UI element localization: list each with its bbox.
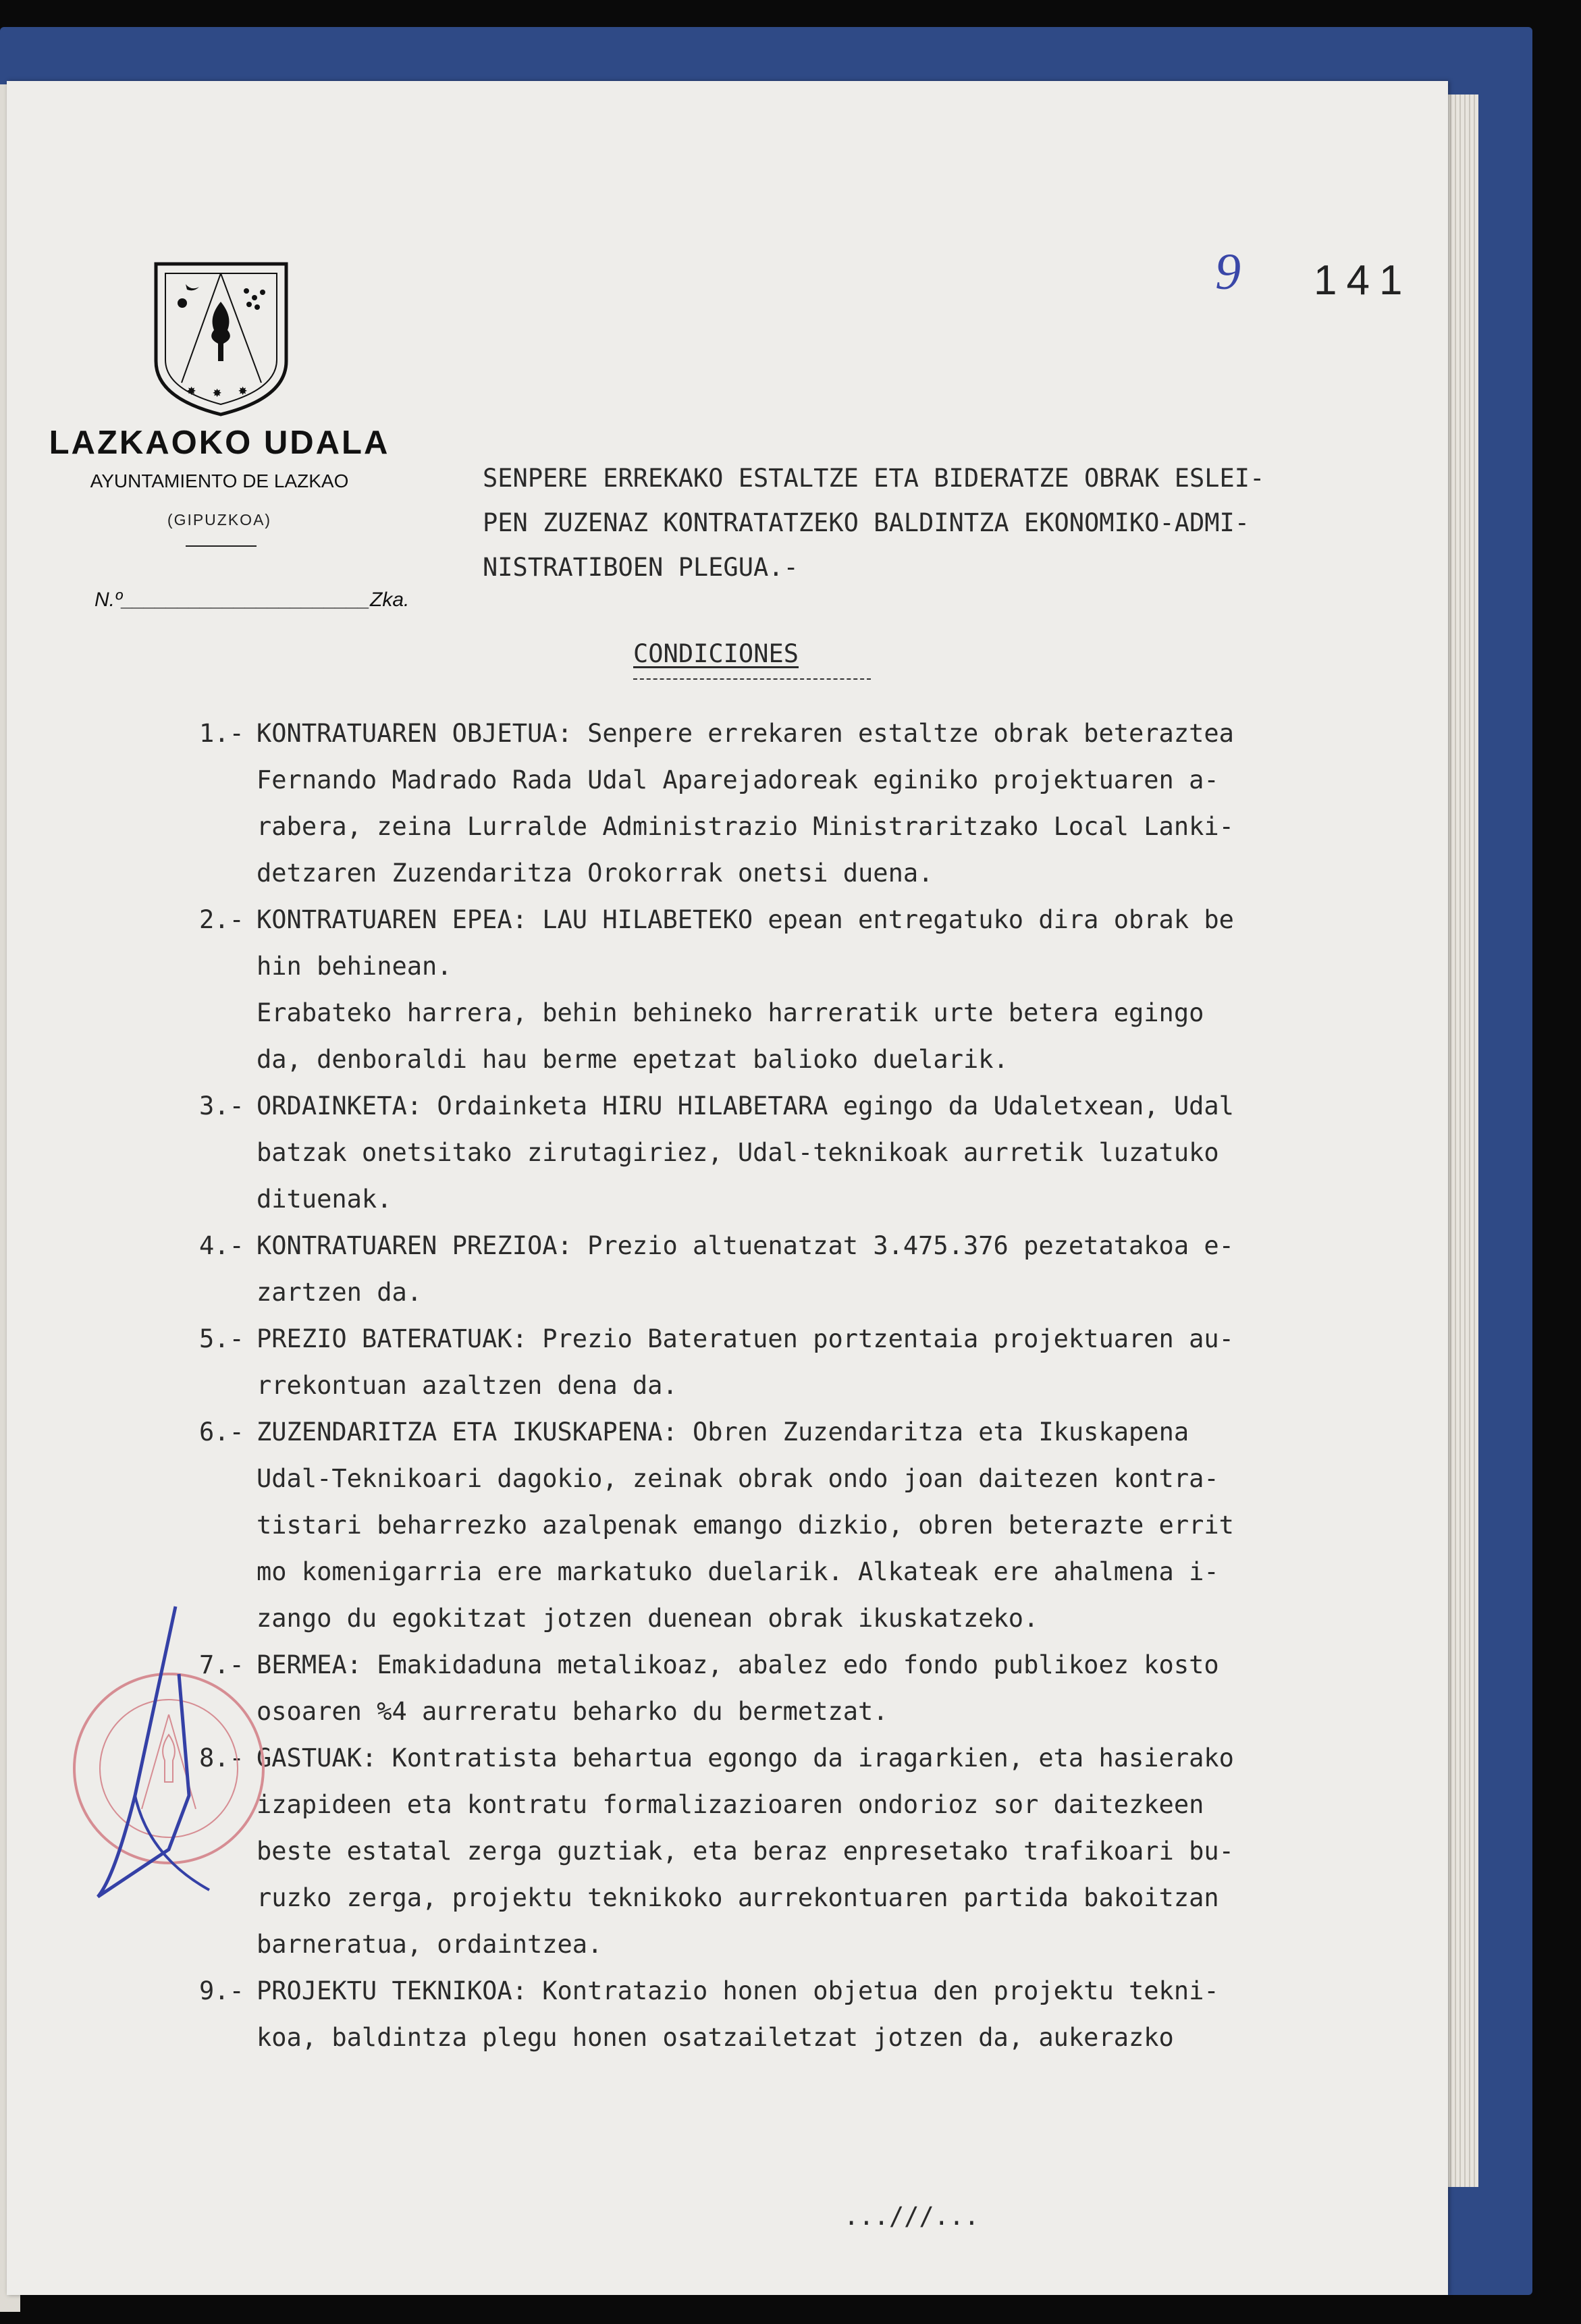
clause-line-text: Fernando Madrado Rada Udal Aparejadoreak eginiko projektuaren a- (257, 765, 1219, 794)
clause-line (257, 1455, 1448, 1502)
document-page (7, 81, 1448, 2295)
clause-line (257, 1642, 1448, 1688)
clause-line (257, 850, 1448, 896)
clause-line (257, 1874, 1448, 1921)
clause-line (257, 1548, 1448, 1595)
clause-number: 2.- (199, 905, 244, 934)
clause-line-text: rabera, zeina Lurralde Administrazio Ministraritzako Local Lanki- (257, 812, 1234, 841)
clause-text (257, 1083, 1448, 1222)
svg-text:✸: ✸ (213, 384, 222, 401)
clause-line (257, 1083, 1448, 1129)
clause-item (199, 1083, 1448, 1222)
clause-line-text: barneratua, ordaintzea. (257, 1930, 603, 1959)
clause-heading: KONTRATUAREN EPEA: (257, 905, 527, 934)
clause-number: 3.- (199, 1091, 244, 1120)
clause-line-text: Ordainketa HIRU HILABETARA egingo da Udaletxean, Udal (422, 1091, 1234, 1120)
clause-number: 7.- (199, 1650, 244, 1679)
clause-line-text: batzak onetsitako zirutagiriez, Udal-teknikoak aurretik luzatuko (257, 1138, 1219, 1167)
clause-line-text: izapideen eta kontratu formalizazioaren ondorioz sor daitezkeen (257, 1790, 1204, 1819)
clause-text (257, 1222, 1448, 1316)
clause-line-text: zartzen da. (257, 1278, 423, 1307)
municipal-seal-stamp (34, 1593, 304, 1930)
clause-line-text: zango du egokitzat jotzen duenean obrak ikuskatzeko. (257, 1604, 1039, 1633)
clause-line-text: rrekontuan azaltzen dena da. (257, 1371, 678, 1400)
clause-line-text: osoaren %4 aurreratu beharko du bermetzat. (257, 1697, 888, 1726)
clause-line-text: dituenak. (257, 1185, 392, 1214)
pencil-folio-number: 9 (1215, 244, 1241, 300)
clause-item (199, 1409, 1448, 1642)
clause-heading: ORDAINKETA: (257, 1091, 423, 1120)
clause-line (257, 1968, 1448, 2014)
clause-line (257, 1409, 1448, 1455)
clause-line (257, 1036, 1448, 1083)
clause-heading: GASTUAK: (257, 1744, 377, 1773)
clause-line (257, 1316, 1448, 1362)
clause-text (257, 710, 1448, 896)
clause-text (257, 896, 1448, 1083)
clause-line-text: Udal-Teknikoari dagokio, zeinak obrak ondo joan daitezen kontra- (257, 1464, 1219, 1493)
clause-line (257, 1222, 1448, 1269)
clause-line-text: Emakidaduna metalikoaz, abalez edo fondo publikoez kosto (361, 1650, 1219, 1679)
page-number: 141 (1314, 257, 1412, 304)
organization-subtitle: AYUNTAMIENTO DE LAZKAO (90, 470, 349, 491)
clause-number: 5.- (199, 1324, 244, 1353)
clause-number: 4.- (199, 1231, 244, 1260)
clause-line (257, 990, 1448, 1036)
clause-line-text: Obren Zuzendaritza eta Ikuskapena (677, 1417, 1189, 1447)
clause-line-text: hin behinean. (257, 952, 452, 981)
clause-line (257, 1921, 1448, 1968)
clause-line (257, 2014, 1448, 2061)
clause-line (257, 1362, 1448, 1409)
clause-line-text: ruzko zerga, projektu teknikoko aurrekontuaren partida bakoitzan (257, 1883, 1219, 1912)
clause-line-text: beste estatal zerga guztiak, eta beraz enpresetako trafikoari bu- (257, 1837, 1234, 1866)
clause-number: 8.- (199, 1744, 244, 1773)
clause-item (199, 1642, 1448, 1735)
conditions-underline (633, 678, 871, 680)
clause-heading: PROJEKTU TEKNIKOA: (257, 1976, 527, 2005)
clause-number: 1.- (199, 719, 244, 748)
clause-text (257, 1642, 1448, 1735)
clause-line (257, 803, 1448, 850)
clause-line (257, 1781, 1448, 1828)
clause-line-text: tistari beharrezko azalpenak emango dizkio, obren beterazte errit (257, 1511, 1234, 1540)
continuation-mark: ...///... (844, 2202, 980, 2231)
clause-line-text: Prezio altuenatzat 3.475.376 pezetatakoa e- (572, 1231, 1234, 1260)
clause-line (257, 1129, 1448, 1176)
coat-of-arms-icon (152, 260, 290, 418)
clause-heading: PREZIO BATERATUAK: (257, 1324, 527, 1353)
conditions-title: CONDICIONES (633, 639, 799, 668)
organization-province: (GIPUZKOA) (167, 511, 272, 529)
clause-line (257, 757, 1448, 803)
clause-line-text: Senpere errekaren estaltze obrak beteraztea (572, 719, 1234, 748)
clause-line (257, 1176, 1448, 1222)
clause-line-text: Kontratazio honen objetua den projektu tekni- (527, 1976, 1219, 2005)
clause-line (257, 1269, 1448, 1316)
clause-line (257, 1735, 1448, 1781)
clause-number: 6.- (199, 1417, 244, 1447)
clause-heading: ZUZENDARITZA ETA IKUSKAPENA: (257, 1417, 678, 1447)
clause-item (199, 1968, 1448, 2061)
clause-item (199, 1222, 1448, 1316)
clause-line (257, 1828, 1448, 1874)
clause-line (257, 943, 1448, 990)
clause-line (257, 1595, 1448, 1642)
clause-item (199, 1735, 1448, 1968)
heading-line: PEN ZUZENAZ KONTRATATZEKO BALDINTZA EKONOMIKO-ADMI- (483, 508, 1250, 537)
heading-line: SENPERE ERREKAKO ESTALTZE ETA BIDERATZE OBRAK ESLEI- (483, 464, 1265, 493)
clause-line (257, 1502, 1448, 1548)
clause-line-text: Erabateko harrera, behin behineko harreratik urte betera egingo (257, 998, 1204, 1027)
clause-item (199, 710, 1448, 896)
clause-heading: KONTRATUAREN PREZIOA: (257, 1231, 572, 1260)
clause-line-text: detzaren Zuzendaritza Orokorrak onetsi duena. (257, 859, 934, 888)
clause-line-text: Prezio Bateratuen portzentaia projektuaren au- (527, 1324, 1234, 1353)
clause-line-text: mo komenigarria ere markatuko duelarik. Alkateak ere ahalmena i- (257, 1557, 1219, 1586)
svg-text:✸: ✸ (238, 382, 248, 399)
clause-text (257, 1316, 1448, 1409)
clause-line-text: Kontratista behartua egongo da iragarkien, eta hasierako (377, 1744, 1234, 1773)
organization-name: LAZKAOKO UDALA (49, 425, 390, 461)
heading-line: NISTRATIBOEN PLEGUA.- (483, 553, 799, 582)
clause-item (199, 1316, 1448, 1409)
clause-text (257, 1735, 1448, 1968)
clause-text (257, 1968, 1448, 2061)
clause-line-text: koa, baldintza plegu honen osatzailetzat jotzen da, aukerazko (257, 2023, 1174, 2052)
clause-text (257, 1409, 1448, 1642)
clause-line (257, 710, 1448, 757)
svg-text:✸: ✸ (187, 382, 196, 399)
reference-number-field: N.º______________________Zka. (95, 589, 410, 611)
clause-number: 9.- (199, 1976, 244, 2005)
clause-line (257, 1688, 1448, 1735)
clause-heading: BERMEA: (257, 1650, 362, 1679)
clause-line-text: LAU HILABETEKO epean entregatuko dira obrak be (527, 905, 1234, 934)
letterhead-divider (186, 545, 257, 547)
clause-item (199, 896, 1448, 1083)
clause-line (257, 896, 1448, 943)
clauses-list (199, 710, 1448, 2061)
clause-heading: KONTRATUAREN OBJETUA: (257, 719, 572, 748)
document-heading (483, 456, 1264, 590)
clause-line-text: da, denboraldi hau berme epetzat balioko duelarik. (257, 1045, 1009, 1074)
